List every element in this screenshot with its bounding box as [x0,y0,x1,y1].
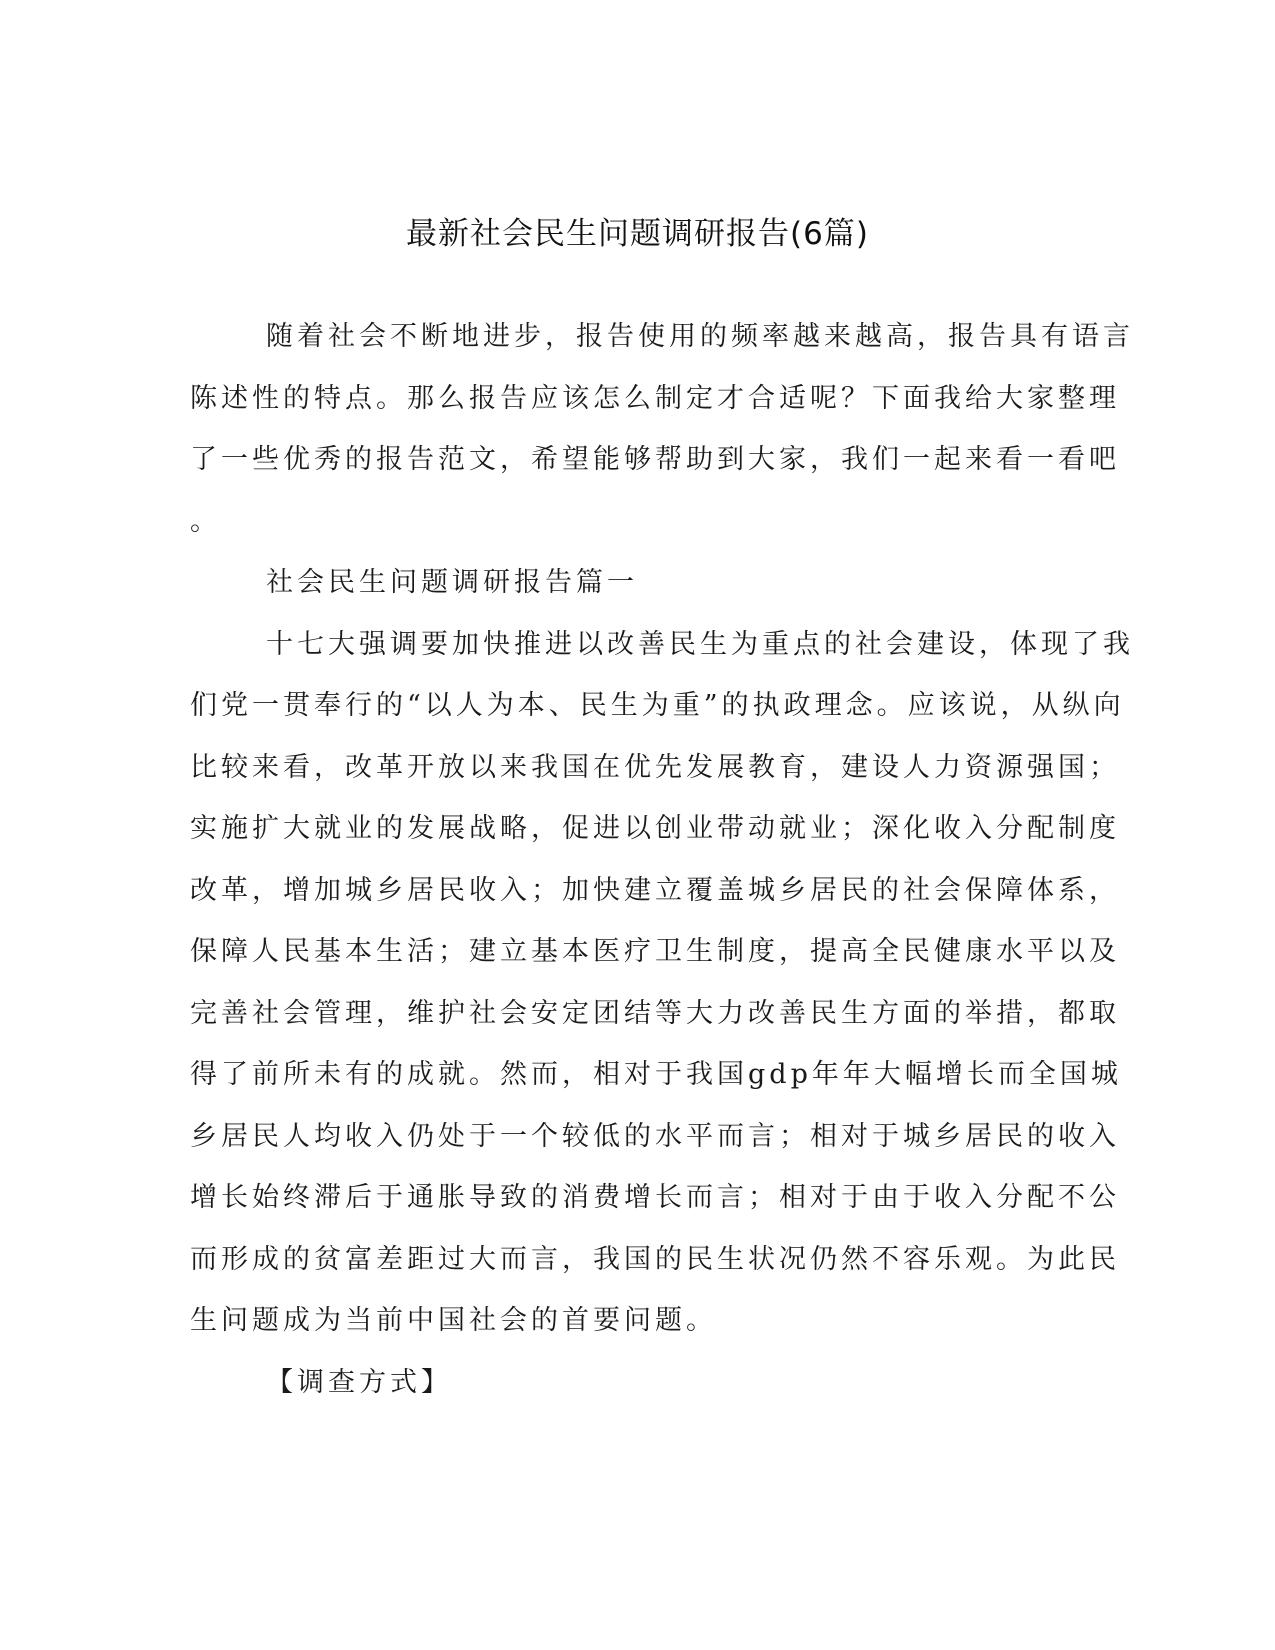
body-line: 们党一贯奉行的“以人为本、民生为重”的执政理念。应该说，从纵向 [190,690,1125,721]
intro-line: 。 [190,505,221,537]
body-line: 得了前所未有的成就。然而，相对于我国gdp年年大幅增长而全国城 [190,1059,1122,1090]
body-line: 而形成的贫富差距过大而言，我国的民生状况仍然不容乐观。为此民 [190,1243,1120,1275]
section-heading: 社会民生问题调研报告篇一 [266,567,638,598]
body-line: 比较来看，改革开放以来我国在优先发展教育，建设人力资源强国； [190,751,1120,783]
body-line: 保障人民基本生活；建立基本医疗卫生制度，提高全民健康水平以及 [190,936,1120,967]
document-title: 最新社会民生问题调研报告(6篇) [406,216,869,252]
intro-line: 了一些优秀的报告范文，希望能够帮助到大家，我们一起来看一看吧 [190,444,1120,475]
subheading: 【调查方式】 [266,1366,452,1398]
body-line: 乡居民人均收入仍处于一个较低的水平而言；相对于城乡居民的收入 [190,1120,1120,1152]
body-line: 完善社会管理，维护社会安定团结等大力改善民生方面的举措，都取 [190,997,1120,1029]
body-line: 十七大强调要加快推进以改善民生为重点的社会建设，体现了我 [266,628,1134,660]
body-line: 改革，增加城乡居民收入；加快建立覆盖城乡居民的社会保障体系， [190,874,1120,906]
intro-line: 随着社会不断地进步，报告使用的频率越来越高，报告具有语言 [266,321,1134,352]
document-body [190,306,1134,1413]
intro-line: 陈述性的特点。那么报告应该怎么制定才合适呢？下面我给大家整理 [190,382,1120,414]
body-line: 生问题成为当前中国社会的首要问题。 [190,1305,717,1336]
body-line: 实施扩大就业的发展战略，促进以创业带动就业；深化收入分配制度 [190,813,1120,844]
body-line: 增长始终滞后于通胀导致的消费增长而言；相对于由于收入分配不公 [190,1182,1120,1213]
